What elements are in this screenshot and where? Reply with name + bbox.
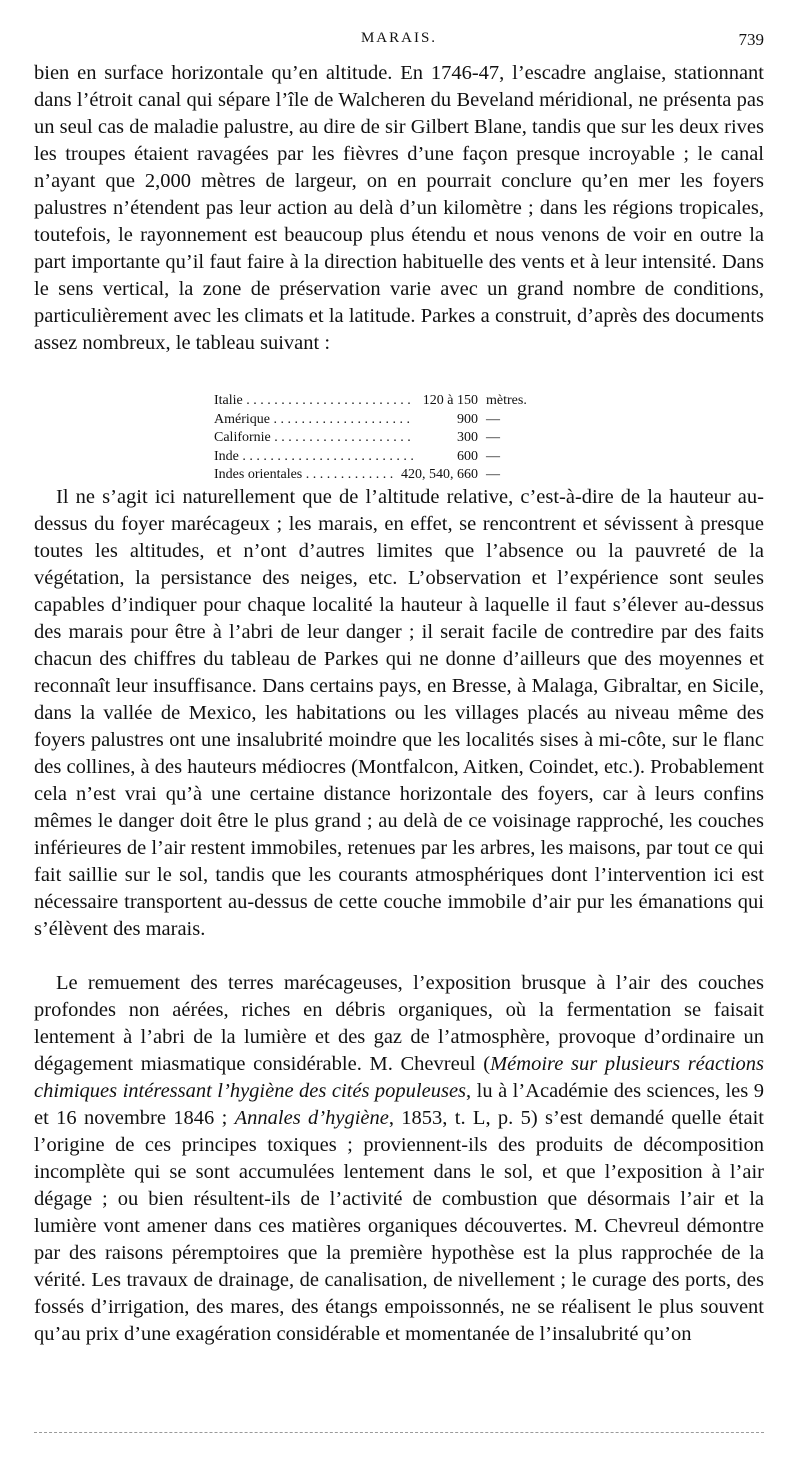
table-row [214,466,564,485]
row-value: 120 à 150 [417,392,478,411]
row-unit: mètres. [486,393,527,408]
table-row [214,411,564,430]
row-value: 420, 540, 660 [395,466,478,485]
altitude-table [214,392,564,485]
row-unit: — [486,430,500,445]
paragraph-1 [34,60,764,357]
paragraph-2-text: Il ne s’agit ici naturellement que de l’altitude relative, c’est-à-dire de la hauteur au-dessus du foyer marécageux ; les marais, en effet, se rencontrent et sévissent à presque toutes les altitudes, et n’ont d’autres limites que l’absence ou la pauvreté de la végétation, la persistance des neiges, etc. L’observation et l’expérience sont seules capables d’indiquer pour chaque localité la hauteur à laquelle il faut s’élever au-dessus des marais pour être à l’abri de leur danger ; il serait facile de contredire par des faits chacun des chiffres du tableau de Parkes qui ne donne d’ailleurs que des moyennes et reconnaît leur insuffisance. Dans certains pays, en Bresse, à Malaga, Gibraltar, en Sicile, dans la vallée de Mexico, les habitations ou les villages placés au niveau même des foyers palustres ont une insalubrité moindre que les localités sises à mi-côte, sur le flanc des collines, à des hauteurs médiocres (Montfalcon, Aitken, Coindet, etc.). Probablement cela n’est vrai qu’à une certaine distance horizontale des foyers, car à leurs confins mêmes le danger doit être le plus grand ; au delà de ce voisinage rapproché, les couches inférieures de l’air restent immobiles, retenues par les arbres, les maisons, par tout ce qui fait saillie sur le sol, tandis que les courants atmosphériques dont l’intervention ici est nécessaire transportent au-dessus de cette couche immobile d’air pur les émanations qui s’élèvent des marais. [34,486,764,940]
row-label: Inde . . . [214,448,414,467]
journal-title: Annales d’hygiène [234,1107,389,1129]
row-unit: — [486,467,500,482]
paragraph-1-text: bien en surface horizontale qu’en altitude. En 1746-47, l’escadre anglaise, stationnant dans l’étroit canal qui sépare l’île de Walcheren du Beveland méridional, ne présenta pas un seul cas de maladie palustre, au dire de sir Gilbert Blane, tandis que sur les deux rives les troupes étaient ravagées par les fièvres d’une façon presque incroyable ; le canal n’ayant que 2,000 mètres de largeur, on en pourrait conclure qu’en mer les foyers palustres n’étendent pas leur action au delà d’un kilomètre ; dans les régions tropicales, toutefois, le rayonnement est beaucoup plus étendu et nous venons de voir en outre la part importante qu’il faut faire à la direction habituelle des vents et à leur intensité. Dans le sens vertical, la zone de préservation varie avec un grand nombre de conditions, particulièrement avec les climats et la latitude. Parkes a construit, d’après des documents assez nombreux, le tableau suivant : [34,62,764,354]
table-row [214,392,564,411]
row-label: Amérique . . . [214,411,414,430]
row-unit: — [486,411,500,427]
page-number: 739 [738,30,764,49]
row-value: 300 [451,429,478,448]
page-header [34,30,764,54]
paragraph-3-text-b: , lu à l’Académie des sciences, les 9 et 16 novembre 1846 ; [34,1080,764,1129]
row-value: 600 [451,448,478,467]
paragraph-3-text-a: Le remuement des terres marécageuses, l’exposition brusque à l’air des couches profondes non aérées, riches en débris organiques, où la fermentation se faisait lentement à l’abri de la lumière et des gaz de l’atmosphère, provoque d’ordinaire un dégagement miasmatique considérable. M. Chevreul ( [34,972,764,1075]
table-row [214,448,564,467]
row-value: 900 [451,411,478,430]
row-label: Californie . . . [214,429,414,448]
row-unit: — [486,448,500,464]
memoir-title: Mémoire sur plusieurs réactions chimiques intéressant l’hygiène des cités populeuses [34,1053,764,1102]
running-head: MARAIS. [360,30,438,46]
row-label: Indes orientales . . . [214,466,414,485]
footer-rule [34,1432,764,1433]
paragraph-3-text [34,970,764,1348]
row-label: Italie . . . [214,392,414,411]
paragraph-3 [34,970,764,1348]
table-row [214,429,564,448]
paragraph-3-text-c: , 1853, t. L, p. 5) s’est demandé quelle était l’origine de ces principes toxiques ; proviennent-ils des produits de décomposition incomplète qui se sont accumulées lentement dans le sol, et que l’exposition à l’air dégage ; ou bien résultent-ils de l’activité de combustion que désormais l’air et la lumière vont amener dans ces matières organiques découvertes. M. Chevreul démontre par des raisons péremptoires que la première hypothèse est la plus rapprochée de la vérité. Les travaux de drainage, de canalisation, de nivellement ; le curage des ports, des fossés d’irrigation, des mares, des étangs empoissonnés, ne se réalisent le plus souvent qu’au prix d’une exagération considérable et momentanée de l’insalubrité qu’on [34,1107,764,1345]
paragraph-2 [34,484,764,943]
